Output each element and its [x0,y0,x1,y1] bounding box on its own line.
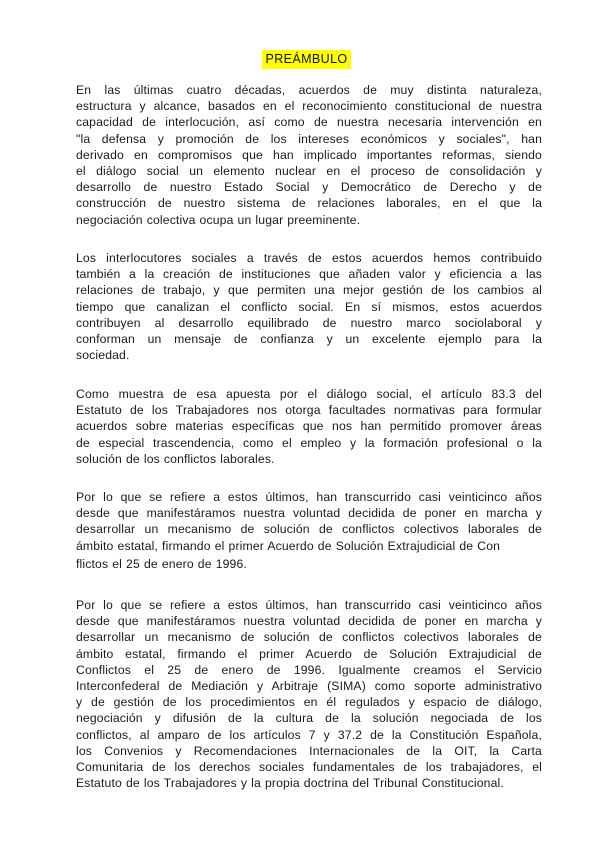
paragraph-line: también a la creación de instituciones que añaden valor y eficiencia a las [76,267,542,282]
paragraph-line: desde que manifestáramos nuestra voluntad decidida de poner en marcha y [76,614,542,629]
paragraph-line: ámbito estatal, firmando el primer Acuerdo de Solución Extrajudicial de Con [76,538,501,553]
paragraph-line: los Convenios y Recomendaciones Internacionales de la OIT, la Carta [76,743,542,758]
paragraph-4 [76,489,542,572]
paragraph-2 [76,250,542,363]
paragraph-line: estructura y alcance, basados en el reconocimiento constitucional de nuestra [76,99,542,114]
paragraph-line: Los interlocutores sociales a través de estos acuerdos hemos contribuido [76,251,542,265]
paragraph-line: flictos el 25 de enero de 1996. [76,556,247,571]
paragraph-3 [76,386,542,467]
paragraph-line: solución de los conflictos laborales. [76,451,275,466]
paragraph-line: desarrollar un mecanismo de solución de conflictos colectivos laborales de [76,630,542,645]
paragraph-1 [76,82,542,228]
paragraph-line: de especial trascendencia, como el empleo y la formación profesional o la [76,435,542,450]
paragraph-line: negociación colectiva ocupa un lugar preeminente. [76,212,361,227]
paragraph-line: negociación y difusión de la cultura de la solución negociada de los [76,711,542,726]
paragraph-line: Estatuto de los Trabajadores y la propia doctrina del Tribunal Constitucional. [76,776,504,791]
paragraph-line: contribuyen al desarrollo equilibrado de nuestro marco sociolaboral y [76,315,542,330]
paragraph-line: conflictos, al amparo de los artículos 7 y 37.2 de la Constitución Española, [76,727,542,742]
paragraph-5 [76,597,542,791]
paragraph-line: capacidad de interlocución, así como de nuestra necesaria intervención en [76,115,542,130]
paragraph-line: Comunitaria de los derechos sociales fundamentales de los trabajadores, el [76,760,542,775]
document-title: PREÁMBULO [262,50,350,69]
paragraph-line: desarrollar un mecanismo de solución de conflictos colectivos laborales de [76,522,542,537]
paragraph-line: el diálogo social un elemento nuclear en el proceso de consolidación y [76,164,542,179]
paragraph-line: derivado en compromisos que han implicado importantes reformas, siendo [76,147,542,162]
paragraph-line: Como muestra de esa apuesta por el diálogo social, el artículo 83.3 del [76,387,542,401]
paragraph-line: relaciones de trabajo, y que permiten una mejor gestión de los cambios al [76,283,542,298]
paragraph-line: desde que manifestáramos nuestra voluntad decidida de poner en marcha y [76,506,542,521]
paragraph-line: Interconfederal de Mediación y Arbitraje (SIMA) como soporte administrativo [76,679,542,694]
paragraph-line: conforman un mensaje de confianza y un excelente ejemplo para la [76,332,542,347]
paragraph-line: Estatuto de los Trabajadores nos otorga facultades normativas para formular [76,403,542,418]
paragraph-line: acuerdos sobre materias específicas que nos han permitido promover áreas [76,419,542,434]
paragraph-line: y de gestión de los procedimientos en él regulados y espacio de diálogo, [76,695,542,710]
paragraph-line: "la defensa y promoción de los intereses económicos y sociales", han [76,131,542,146]
paragraph-line: sociedad. [76,348,130,363]
paragraph-line: ámbito estatal, firmando el primer Acuerdo de Solución Extrajudicial de [76,646,542,661]
paragraph-line: Por lo que se refiere a estos últimos, han transcurrido casi veinticinco años [76,490,542,504]
paragraph-line: tiempo que canalizan el conflicto social. En sí mismos, estos acuerdos [76,299,542,314]
paragraph-line: En las últimas cuatro décadas, acuerdos de muy distinta naturaleza, [76,83,542,97]
paragraph-line: construcción de nuestro sistema de relaciones laborales, en el que la [76,196,542,211]
paragraph-line: desarrollo de nuestro Estado Social y Democrático de Derecho y de [76,180,542,195]
paragraph-line: Conflictos el 25 de enero de 1996. Igualmente creamos el Servicio [76,662,542,677]
paragraph-line: Por lo que se refiere a estos últimos, han transcurrido casi veinticinco años [76,598,542,612]
title-container [0,50,613,69]
